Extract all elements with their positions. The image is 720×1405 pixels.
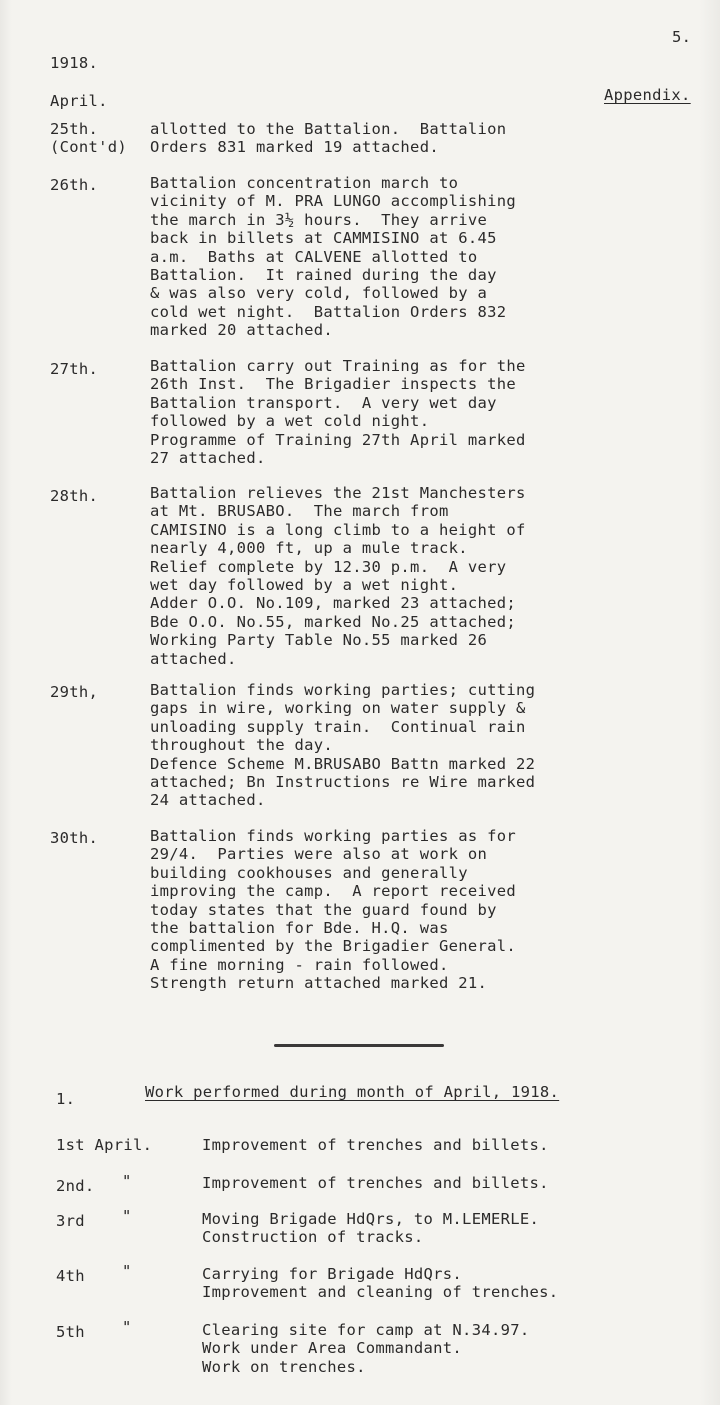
- work-text: Carrying for Brigade HdQrs. Improvement and cleaning of trenches.: [202, 1265, 559, 1302]
- entry-text: allotted to the Battalion. Battalion Orders 831 marked 19 attached.: [150, 120, 507, 157]
- entry-date: 25th. (Cont'd): [50, 120, 128, 157]
- entry-date: 28th.: [50, 487, 99, 505]
- work-text: Improvement of trenches and billets.: [202, 1136, 549, 1154]
- entry-text: Battalion finds working parties as for 29/4. Parties were also at work on building cookhouses and generally improving the camp. A report received today states that the guard found by the battalion for Bde. H.Q. was complimented by the Brigadier General. A fine morning - rain followed. Strength return attached marked 21.: [150, 827, 517, 993]
- work-date: 2nd.: [56, 1177, 95, 1195]
- appendix-heading: Appendix.: [604, 86, 691, 104]
- work-text: Moving Brigade HdQrs, to M.LEMERLE. Construction of tracks.: [202, 1210, 540, 1247]
- work-text: Clearing site for camp at N.34.97. Work under Area Commandant. Work on trenches.: [202, 1321, 530, 1376]
- work-text: Improvement of trenches and billets.: [202, 1174, 549, 1192]
- ditto-mark: ": [122, 1207, 132, 1225]
- ditto-mark: ": [122, 1172, 132, 1190]
- entry-date: 29th,: [50, 683, 99, 701]
- page-number: 5.: [672, 28, 692, 46]
- section-title: Work performed during month of April, 1918.: [145, 1083, 560, 1101]
- work-date: 5th: [56, 1323, 85, 1341]
- work-date: 3rd: [56, 1212, 85, 1230]
- work-date: 1st April.: [56, 1136, 153, 1154]
- entry-text: Battalion relieves the 21st Manchesters at Mt. BRUSABO. The march from CAMISINO is a long climb to a height of nearly 4,000 ft, up a mule track. Relief complete by 12.30 p.m. A very wet day followed by a wet night. Adder O.O. No.109, marked 23 attached; Bde O.O. No.55, marked No.25 attached; Working Party Table No.55 marked 26 attached.: [150, 484, 526, 668]
- ditto-mark: ": [122, 1262, 132, 1280]
- entry-text: Battalion concentration march to vicinity of M. PRA LUNGO accomplishing the march in 3½ hours. They arrive back in billets at CAMMISINO at 6.45 a.m. Baths at CALVENE allotted to Battalion. It rained during the day & was also very cold, followed by a cold wet night. Battalion Orders 832 marked 20 attached.: [150, 174, 517, 340]
- month-heading: April.: [50, 92, 108, 110]
- entry-date: 30th.: [50, 829, 99, 847]
- work-date: 4th: [56, 1267, 85, 1285]
- section-number: 1.: [56, 1090, 76, 1108]
- entry-text: Battalion finds working parties; cutting gaps in wire, working on water supply & unloading supply train. Continual rain throughout the day. Defence Scheme M.BRUSABO Battn marked 22 attached; Bn Instructions re Wire marked 24 attached.: [150, 681, 536, 810]
- entry-date: 27th.: [50, 360, 99, 378]
- entry-date: 26th.: [50, 176, 99, 194]
- year-heading: 1918.: [50, 54, 99, 72]
- entry-text: Battalion carry out Training as for the 26th Inst. The Brigadier inspects the Battalion transport. A very wet day followed by a wet cold night. Programme of Training 27th April marked 27 attached.: [150, 357, 526, 468]
- ditto-mark: ": [122, 1318, 132, 1336]
- section-divider: [274, 1044, 444, 1047]
